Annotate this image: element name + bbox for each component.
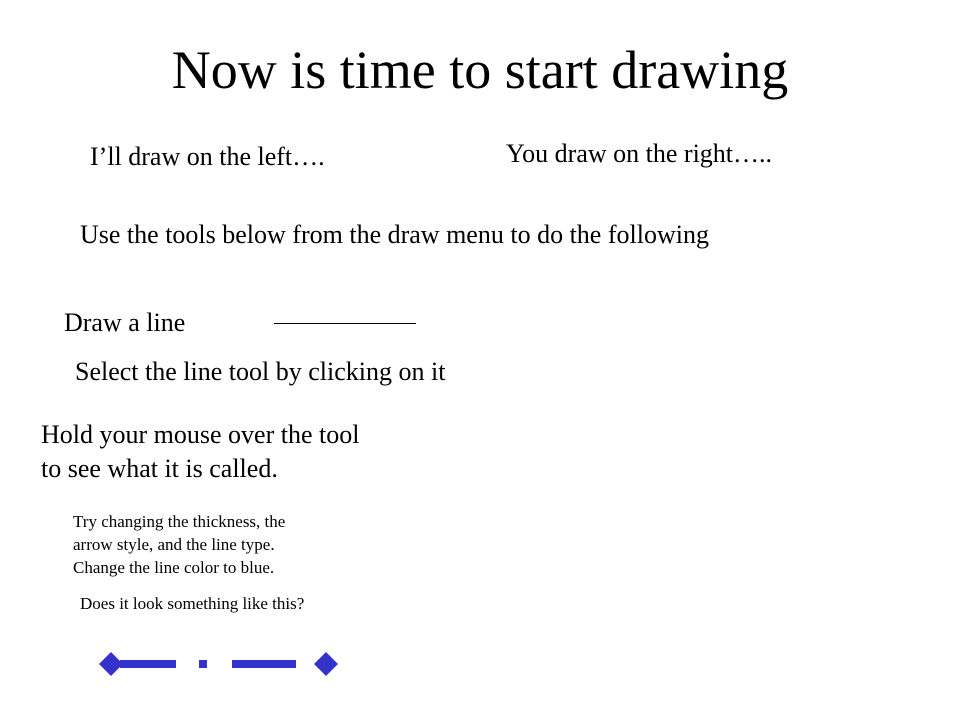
sample-black-line xyxy=(274,323,416,324)
end-diamond-cap xyxy=(314,652,338,676)
left-note: I’ll draw on the left…. xyxy=(90,142,325,171)
right-note: You draw on the right….. xyxy=(506,139,773,168)
start-diamond-cap xyxy=(99,652,123,676)
slide-title: Now is time to start drawing xyxy=(171,40,789,100)
question-text: Does it look something like this? xyxy=(80,594,305,613)
try-tip-line-1: Try changing the thickness, the xyxy=(73,512,286,531)
select-tool-text: Select the line tool by clicking on it xyxy=(75,357,446,386)
draw-line-label: Draw a line xyxy=(64,308,186,337)
try-tip-line-3: Change the line color to blue. xyxy=(73,558,275,577)
hover-tip-line-2: to see what it is called. xyxy=(41,454,278,483)
try-tip-line-2: arrow style, and the line type. xyxy=(73,535,275,554)
try-tip-text xyxy=(73,510,393,579)
example-blue-arrow-line xyxy=(90,640,350,688)
hover-tip-text xyxy=(41,418,461,486)
hover-tip-line-1: Hold your mouse over the tool xyxy=(41,420,360,449)
dash-segment-1 xyxy=(120,660,176,668)
dash-segment-2 xyxy=(232,660,296,668)
dot-segment xyxy=(199,660,207,668)
instruction-text: Use the tools below from the draw menu to do the following xyxy=(80,220,709,249)
